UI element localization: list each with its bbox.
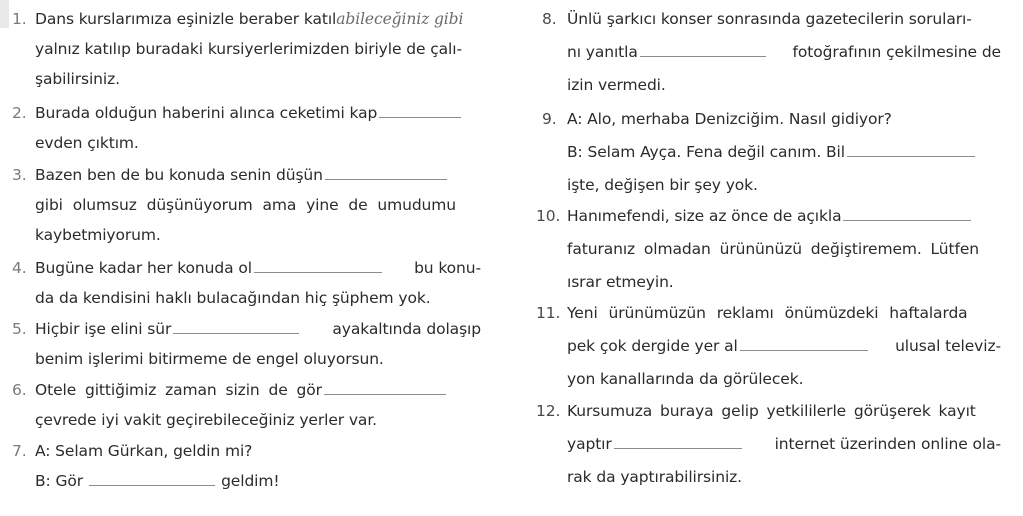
question-line: da da kendisini haklı bulacağından hiç şüphem yok.	[35, 289, 431, 307]
question-number: 3.	[12, 166, 27, 184]
question-line: Yeni ürünümüzün reklamı önümüzdeki haftalarda	[567, 304, 968, 322]
answer-blank[interactable]	[254, 272, 382, 273]
question-line: Ünlü şarkıcı konser sonrasında gazetecilerin soruları-	[567, 10, 972, 28]
question-number: 12.	[536, 402, 561, 420]
answer-blank[interactable]	[89, 485, 215, 486]
question-line: pek çok dergide yer al ulusal televiz-	[567, 337, 1001, 355]
question-line: Bugüne kadar her konuda ol bu konu-	[35, 259, 481, 277]
question-line: B: Selam Ayça. Fena değil canım. Bil	[567, 137, 977, 167]
question-number: 7.	[12, 442, 27, 460]
question-line: yalnız katılıp buradaki kursiyerlerimizden biriyle de çalı-	[35, 40, 462, 58]
question-line: Bazen ben de bu konuda senin düşün	[35, 160, 449, 190]
question-number: 5.	[12, 320, 27, 338]
question-number: 4.	[12, 259, 27, 277]
question-line: yaptır internet üzerinden online ola-	[567, 435, 1001, 453]
answer-blank[interactable]	[740, 350, 868, 351]
question-number: 6.	[12, 381, 27, 399]
answer-blank[interactable]	[173, 333, 299, 334]
question-line: kaybetmiyorum.	[35, 226, 161, 244]
question-line: işte, değişen bir şey yok.	[567, 176, 758, 194]
question-line: B: Gör geldim!	[35, 472, 280, 490]
question-line: Burada olduğun haberini alınca ceketimi kap	[35, 98, 463, 128]
question-line: A: Alo, merhaba Denizciğim. Nasıl gidiyor?	[567, 110, 892, 128]
italic-answer: abileceğiniz gibi	[336, 10, 464, 28]
question-line: şabilirsiniz.	[35, 70, 120, 88]
question-line: gibi olumsuz düşünüyorum ama yine de umudumu	[35, 196, 457, 214]
question-line: Hiçbir işe elini sür ayakaltında dolaşıp	[35, 320, 481, 338]
answer-blank[interactable]	[325, 179, 447, 180]
question-number: 1.	[12, 10, 27, 28]
question-line: rak da yaptırabilirsiniz.	[567, 468, 743, 486]
question-number: 2.	[12, 104, 27, 122]
answer-blank[interactable]	[847, 156, 975, 157]
answer-blank[interactable]	[614, 448, 742, 449]
question-number: 8.	[542, 10, 557, 28]
answer-blank[interactable]	[379, 117, 461, 118]
question-line: yon kanallarında da görülecek.	[567, 370, 804, 388]
answer-blank[interactable]	[324, 394, 446, 395]
question-number: 10.	[536, 207, 561, 225]
answer-blank[interactable]	[843, 220, 971, 221]
question-line: ısrar etmeyin.	[567, 273, 674, 291]
question-line: izin vermedi.	[567, 76, 666, 94]
question-line: Hanımefendi, size az önce de açıkla	[567, 201, 973, 231]
question-line: Kursumuza buraya gelip yetkililerle görüşerek kayıt	[567, 402, 976, 420]
question-line: Dans kurslarımıza eşinizle beraber katılabileceğiniz gibi	[35, 10, 464, 28]
question-line: faturanız olmadan ürününüzü değiştiremem. Lütfen	[567, 240, 980, 258]
question-line: nı yanıtla fotoğrafının çekilmesine de	[567, 43, 1001, 61]
question-line: evden çıktım.	[35, 134, 139, 152]
question-number: 11.	[536, 304, 561, 322]
question-number: 9.	[542, 110, 557, 128]
question-line: benim işlerimi bitirmeme de engel oluyorsun.	[35, 350, 384, 368]
answer-blank[interactable]	[640, 56, 766, 57]
question-line: Otele gittiğimiz zaman sizin de gör	[35, 375, 448, 405]
question-line: çevrede iyi vakit geçirebileceğiniz yerler var.	[35, 411, 377, 429]
page-margin-marker	[0, 0, 9, 28]
question-line: A: Selam Gürkan, geldin mi?	[35, 442, 253, 460]
